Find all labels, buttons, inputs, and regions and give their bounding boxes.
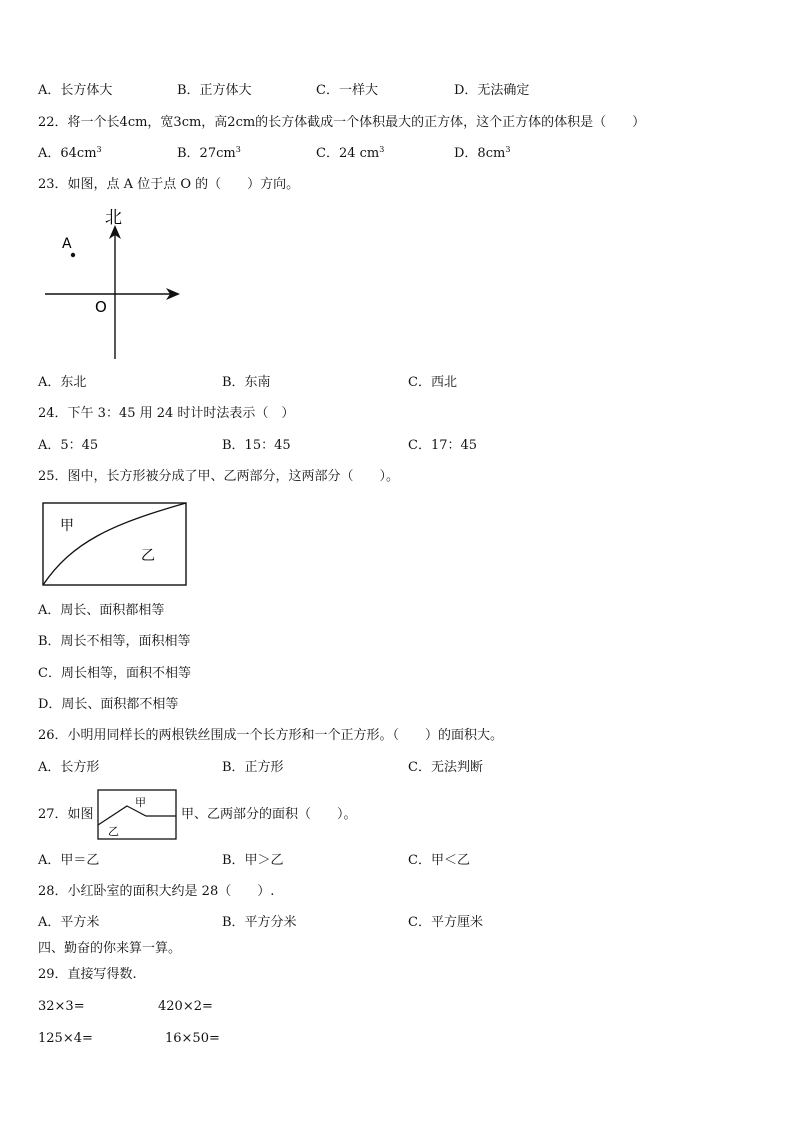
q28-option-c: C．平方厘米 <box>408 915 483 930</box>
q29-question: 29．直接写得数. <box>38 967 137 982</box>
q25-rectangle <box>43 503 186 585</box>
q29-item-1: 32×3= <box>38 999 85 1014</box>
q21-option-c: C．一样大 <box>316 83 378 98</box>
q23-option-c: C．西北 <box>408 375 457 390</box>
q24-option-b: B．15：45 <box>222 438 291 453</box>
q24-question: 24．下午 3：45 用 24 时计时法表示（ ） <box>38 406 295 421</box>
q25-question: 25．图中，长方形被分成了甲、乙两部分，这两部分（ ）。 <box>38 469 400 484</box>
q23-origin-label: O <box>95 298 107 316</box>
q23-north-label: 北 <box>105 208 122 228</box>
q25-dividing-curve <box>43 503 186 585</box>
q27-prefix: 27．如图 <box>38 807 94 822</box>
q29-item-4: 16×50= <box>165 1031 220 1046</box>
q23-question: 23．如图，点 A 位于点 O 的（ ）方向。 <box>38 177 300 192</box>
q29-item-2: 420×2= <box>158 999 213 1014</box>
q25-part-jia-label: 甲 <box>60 518 74 534</box>
q28-option-a: A．平方米 <box>38 915 100 930</box>
q23-direction-figure <box>40 203 190 365</box>
q27-option-c: C．甲＜乙 <box>408 853 470 868</box>
q25-part-yi-label: 乙 <box>141 548 155 564</box>
q26-question: 26．小明用同样长的两根铁丝围成一个长方形和一个正方形。（ ）的面积大。 <box>38 728 504 743</box>
q28-question: 28．小红卧室的面积大约是 28（ ）. <box>38 884 275 899</box>
q27-rectangle-figure <box>97 789 177 840</box>
q25-rectangle-figure <box>42 502 188 586</box>
q23-option-a: A．东北 <box>38 375 87 390</box>
q25-option-b: B．周长不相等，面积相等 <box>38 634 191 649</box>
q23-point-a <box>71 253 75 257</box>
q22-option-c: C．24 $cm^3$ <box>316 145 385 161</box>
q21-option-a: A．长方体大 <box>38 83 113 98</box>
q27-part-jia-label: 甲 <box>135 796 146 809</box>
q27-part-yi-label: 乙 <box>108 825 119 838</box>
q21-option-d: D．无法确定 <box>454 83 530 98</box>
q25-option-c: C．周长相等，面积不相等 <box>38 666 191 681</box>
q22-option-d: D．$8cm^3$ <box>454 145 511 161</box>
q28-option-b: B．平方分米 <box>222 915 297 930</box>
q22-option-a: A．$64cm^3$ <box>38 145 102 161</box>
q21-option-b: B．正方体大 <box>177 83 252 98</box>
q29-item-3: 125×4= <box>38 1031 93 1046</box>
q25-option-a: A．周长、面积都相等 <box>38 603 165 618</box>
q27-suffix: 甲、乙两部分的面积（ ）。 <box>181 807 357 822</box>
q27-option-b: B．甲＞乙 <box>222 853 284 868</box>
q22-question: 22．将一个长4cm，宽3cm，高2cm的长方体截成一个体积最大的正方体，这个正方体的体积是（ ） <box>38 115 646 130</box>
q26-option-a: A．长方形 <box>38 760 100 775</box>
q26-option-b: B．正方形 <box>222 760 284 775</box>
section-4-title: 四、勤奋的你来算一算。 <box>38 941 182 956</box>
q23-option-b: B．东南 <box>222 375 271 390</box>
q24-option-a: A．5：45 <box>38 438 99 453</box>
q24-option-c: C．17：45 <box>408 438 478 453</box>
q26-option-c: C．无法判断 <box>408 760 483 775</box>
q27-option-a: A．甲＝乙 <box>38 853 100 868</box>
q25-option-d: D．周长、面积都不相等 <box>38 697 179 712</box>
q22-option-b: B．$27cm^3$ <box>177 145 241 161</box>
q23-point-a-label: A <box>62 236 72 252</box>
